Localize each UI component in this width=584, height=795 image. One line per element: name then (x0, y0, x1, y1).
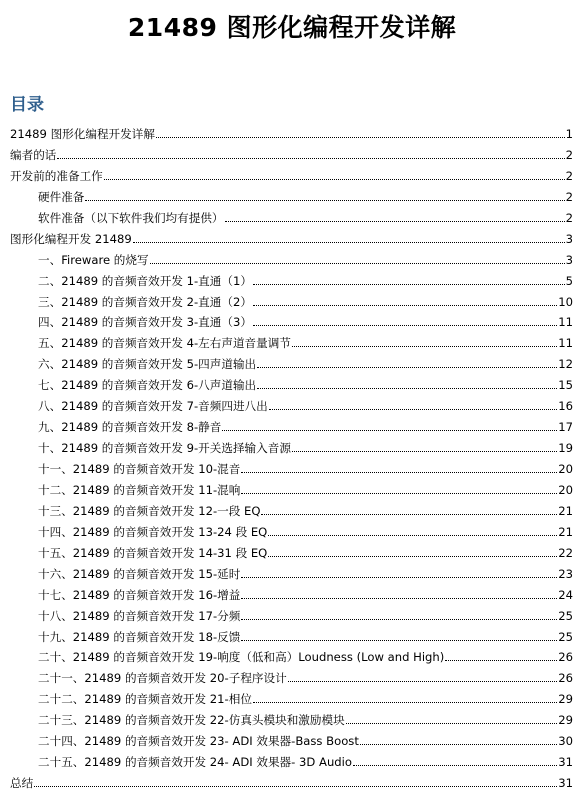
toc-entry-label: 开发前的准备工作 (10, 168, 103, 183)
toc-entry-label: 十八、21489 的音频音效开发 17-分频 (38, 608, 241, 623)
toc-entry-label: 编者的话 (10, 147, 57, 162)
toc-dot-leader (241, 627, 557, 641)
toc-entry-label: 二十三、21489 的音频音效开发 22-仿真头模块和激励模块 (38, 713, 345, 728)
toc-entry[interactable] (10, 501, 573, 522)
toc-dot-leader (292, 438, 557, 452)
toc-entry[interactable] (10, 229, 573, 250)
document-title: 21489 图形化编程开发详解 (127, 13, 457, 42)
toc-dot-leader (288, 668, 558, 682)
toc-entry-page: 31 (558, 755, 573, 770)
toc-entry-label: 十三、21489 的音频音效开发 12-一段 EQ (38, 503, 261, 518)
toc-dot-leader (253, 312, 557, 326)
toc-dot-leader (241, 585, 557, 599)
toc-entry-label: 21489 图形化编程开发详解 (10, 127, 155, 141)
toc-entry[interactable] (10, 145, 573, 166)
toc-dot-leader (150, 250, 565, 264)
toc-entry[interactable] (10, 480, 573, 501)
toc-entry-label: 软件准备（以下软件我们均有提供） (38, 210, 224, 225)
toc-entry[interactable] (10, 752, 573, 773)
toc-dot-leader (156, 124, 565, 138)
toc-entry-page: 30 (558, 734, 573, 749)
toc-dot-leader (346, 710, 558, 724)
toc-entry-page: 25 (558, 608, 573, 623)
toc-entry[interactable] (10, 585, 573, 606)
toc-entry[interactable] (10, 312, 573, 333)
toc-entry-label: 二十四、21489 的音频音效开发 23- ADI 效果器-Bass Boost (38, 734, 359, 749)
toc-entry-page: 2 (565, 168, 573, 183)
toc-dot-leader (133, 229, 565, 243)
toc-dot-leader (85, 187, 564, 201)
toc-entry[interactable] (10, 459, 573, 480)
toc-entry-page: 2 (565, 189, 573, 204)
toc-heading: 目录 (10, 95, 44, 115)
toc-dot-leader (57, 145, 564, 159)
toc-entry-page: 3 (565, 252, 573, 267)
toc-entry-page: 24 (558, 587, 573, 602)
toc-entry[interactable] (10, 689, 573, 710)
toc-dot-leader (241, 480, 557, 494)
toc-entry-page: 17 (558, 420, 573, 435)
toc-dot-leader (292, 333, 557, 347)
toc-entry[interactable] (10, 668, 573, 689)
toc-entry-label: 十一、21489 的音频音效开发 10-混音 (38, 462, 241, 476)
toc-entry[interactable] (10, 647, 573, 668)
toc-dot-leader (253, 292, 557, 306)
toc-entry-page: 19 (558, 441, 573, 456)
toc-entry-page: 20 (558, 462, 573, 476)
toc-dot-leader (353, 752, 557, 766)
toc-entry-page: 21 (558, 503, 573, 518)
toc-dot-leader (241, 459, 557, 473)
toc-entry-label: 十五、21489 的音频音效开发 14-31 段 EQ (38, 545, 268, 560)
toc-entry-label: 十九、21489 的音频音效开发 18-反馈 (38, 629, 241, 644)
toc-entry-label: 三、21489 的音频音效开发 2-直通（2） (38, 294, 252, 309)
toc-dot-leader (257, 354, 557, 368)
toc-entry[interactable] (10, 522, 573, 543)
toc-dot-leader (222, 417, 557, 431)
toc-entry[interactable] (10, 354, 573, 375)
toc-dot-leader (241, 606, 557, 620)
toc-entry-label: 七、21489 的音频音效开发 6-八声道输出 (38, 378, 257, 393)
toc-dot-leader (253, 689, 557, 703)
toc-entry-page: 10 (558, 294, 573, 309)
toc-entry-label: 一、Fireware 的烧写 (38, 252, 149, 267)
toc-entry-page: 11 (558, 336, 573, 351)
toc-dot-leader (268, 522, 557, 536)
toc-dot-leader (257, 375, 557, 389)
toc-entry[interactable] (10, 250, 573, 271)
toc-dot-leader (269, 396, 558, 410)
toc-entry[interactable] (10, 710, 573, 731)
toc-entry-label: 图形化编程开发 21489 (10, 231, 132, 246)
toc-entry-label: 总结 (10, 776, 34, 791)
toc-entry[interactable] (10, 438, 573, 459)
toc-entry[interactable] (10, 773, 573, 794)
toc-entry-page: 15 (558, 378, 573, 393)
toc-entry[interactable] (10, 731, 573, 752)
toc-entry[interactable] (10, 292, 573, 313)
toc-entry-page: 25 (558, 629, 573, 644)
toc-dot-leader (360, 731, 557, 745)
toc-entry-page: 22 (558, 545, 573, 560)
toc-entry-label: 十七、21489 的音频音效开发 16-增益 (38, 587, 241, 602)
toc-entry-label: 十、21489 的音频音效开发 9-开关选择输入音源 (38, 441, 291, 456)
toc-entry[interactable] (10, 543, 573, 564)
toc-dot-leader (268, 543, 557, 557)
toc-entry[interactable] (10, 271, 573, 292)
toc-entry-label: 十四、21489 的音频音效开发 13-24 段 EQ (38, 524, 268, 539)
toc-dot-leader (261, 501, 557, 515)
toc-entry-label: 二十二、21489 的音频音效开发 21-相位 (38, 692, 252, 707)
toc-dot-leader (253, 271, 565, 285)
toc-entry-label: 十二、21489 的音频音效开发 11-混响 (38, 482, 241, 497)
toc-entry-page: 2 (565, 147, 573, 162)
toc-entry-page: 20 (558, 482, 573, 497)
toc-entry-page: 5 (565, 273, 573, 288)
toc-entry-label: 二十一、21489 的音频音效开发 20-子程序设计 (38, 671, 287, 686)
toc-entry-page: 29 (558, 692, 573, 707)
toc-entry-page: 12 (558, 357, 573, 372)
toc-entry-label: 九、21489 的音频音效开发 8-静音 (38, 420, 222, 435)
toc-entry-label: 五、21489 的音频音效开发 4-左右声道音量调节 (38, 336, 291, 351)
toc-entry-label: 二十、21489 的音频音效开发 19-响度（低和高）Loudness (Low and High) (38, 650, 445, 665)
toc-entry-label: 硬件准备 (38, 189, 85, 204)
toc-entry-label: 六、21489 的音频音效开发 5-四声道输出 (38, 357, 257, 372)
toc-entry-page: 23 (558, 566, 573, 581)
toc-entry-page: 21 (558, 524, 573, 539)
toc-dot-leader (104, 166, 565, 180)
toc-entry[interactable] (10, 606, 573, 627)
toc-dot-leader (445, 647, 557, 661)
toc-entry-label: 四、21489 的音频音效开发 3-直通（3） (38, 315, 252, 330)
toc-entry-page: 3 (565, 231, 573, 246)
toc-dot-leader (34, 773, 557, 787)
toc-entry[interactable] (10, 627, 573, 648)
toc-entry[interactable] (10, 396, 573, 417)
toc-dot-leader (225, 208, 565, 222)
toc-entry[interactable] (10, 187, 573, 208)
toc-entry-page: 11 (558, 315, 573, 330)
toc-entry[interactable] (10, 417, 573, 438)
toc-entry-page: 26 (558, 671, 573, 686)
toc-entry[interactable] (10, 208, 573, 229)
table-of-contents (10, 124, 573, 794)
toc-entry-label: 二、21489 的音频音效开发 1-直通（1） (38, 273, 252, 288)
toc-entry-label: 二十五、21489 的音频音效开发 24- ADI 效果器- 3D Audio (38, 755, 352, 770)
toc-entry[interactable] (10, 375, 573, 396)
toc-entry-page: 31 (558, 776, 573, 791)
toc-entry[interactable] (10, 124, 573, 145)
toc-entry-page: 26 (558, 650, 573, 665)
toc-entry[interactable] (10, 333, 573, 354)
toc-entry[interactable] (10, 166, 573, 187)
toc-entry-label: 八、21489 的音频音效开发 7-音频四进八出 (38, 399, 268, 414)
toc-entry-page: 2 (565, 210, 573, 225)
toc-dot-leader (241, 564, 557, 578)
toc-entry-page: 1 (565, 127, 573, 141)
toc-entry-page: 16 (558, 399, 573, 414)
toc-entry-label: 十六、21489 的音频音效开发 15-延时 (38, 566, 241, 581)
toc-entry-page: 29 (558, 713, 573, 728)
toc-entry[interactable] (10, 564, 573, 585)
